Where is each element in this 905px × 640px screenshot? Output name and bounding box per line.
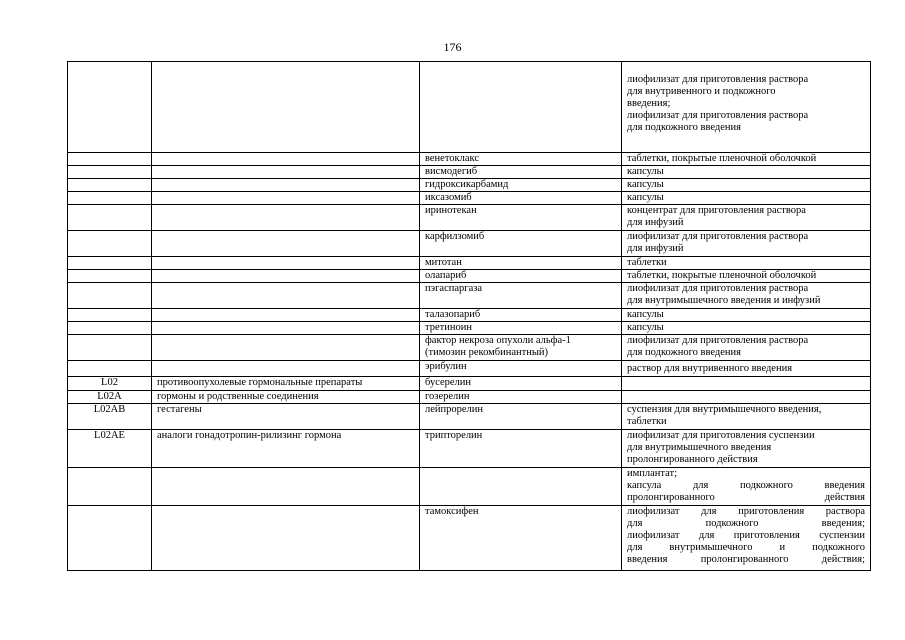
drug-name-cell: тамоксифен [420, 506, 622, 571]
drug-name-cell: гозерелин [420, 391, 622, 404]
page-number: 176 [443, 40, 462, 54]
table-row [68, 468, 871, 506]
atc-code-cell [68, 468, 152, 506]
table-row [68, 377, 871, 391]
table-row [68, 153, 871, 166]
dosage-form-cell: лиофилизат для приготовления суспензии для внутримышечного введения пролонгированного действия [622, 430, 871, 468]
table-row [68, 283, 871, 309]
dosage-form-cell: капсулы [622, 179, 871, 192]
drug-name-cell: трипторелин [420, 430, 622, 468]
atc-code-cell [68, 205, 152, 231]
group-name-cell [152, 62, 420, 153]
atc-code-cell [68, 506, 152, 571]
atc-code-cell [68, 179, 152, 192]
table-row [68, 231, 871, 257]
drug-name-cell [420, 62, 622, 153]
group-name-cell [152, 335, 420, 361]
dosage-form-cell: лиофилизат для приготовления раствора для подкожного введения; лиофилизат для приготовления суспензии для внутримышечного и подкожного введения пролонгированного действия; [622, 506, 871, 571]
drug-name-cell [420, 468, 622, 506]
atc-code-cell: L02 [68, 377, 152, 391]
drug-name-cell: венетоклакс [420, 153, 622, 166]
atc-code-cell [68, 361, 152, 377]
atc-code-cell [68, 322, 152, 335]
atc-code-cell: L02A [68, 391, 152, 404]
dosage-form-cell: капсулы [622, 309, 871, 322]
drug-name-cell: фактор некроза опухоли альфа-1 (тимозин рекомбинантный) [420, 335, 622, 361]
dosage-form-cell: капсулы [622, 192, 871, 205]
group-name-cell [152, 231, 420, 257]
drug-name-cell: иксазомиб [420, 192, 622, 205]
dosage-form-cell: капсулы [622, 322, 871, 335]
drug-name-cell: талазопариб [420, 309, 622, 322]
group-name-cell: аналоги гонадотропин-рилизинг гормона [152, 430, 420, 468]
atc-code-cell: L02AB [68, 404, 152, 430]
dosage-form-cell: лиофилизат для приготовления раствора для внутривенного и подкожного введения; лиофилизат для приготовления раствора для подкожного введения [622, 62, 871, 153]
atc-code-cell [68, 166, 152, 179]
group-name-cell [152, 153, 420, 166]
dosage-form-cell: концентрат для приготовления раствора для инфузий [622, 205, 871, 231]
dosage-form-cell [622, 391, 871, 404]
group-name-cell [152, 283, 420, 309]
atc-code-cell [68, 192, 152, 205]
table-row [68, 270, 871, 283]
drug-name-cell: карфилзомиб [420, 231, 622, 257]
table-row [68, 205, 871, 231]
dosage-form-cell: суспензия для внутримышечного введения, таблетки [622, 404, 871, 430]
group-name-cell [152, 205, 420, 231]
table-row [68, 391, 871, 404]
dosage-form-cell: лиофилизат для приготовления раствора для инфузий [622, 231, 871, 257]
atc-code-cell: L02AE [68, 430, 152, 468]
dosage-form-cell: имплантат; капсула для подкожного введения пролонгированного действия [622, 468, 871, 506]
table-row [68, 166, 871, 179]
drug-table [67, 61, 871, 571]
drug-name-cell: третиноин [420, 322, 622, 335]
group-name-cell [152, 270, 420, 283]
atc-code-cell [68, 309, 152, 322]
table-row [68, 361, 871, 377]
group-name-cell [152, 166, 420, 179]
table-row [68, 62, 871, 153]
group-name-cell: гормоны и родственные соединения [152, 391, 420, 404]
table-row [68, 404, 871, 430]
atc-code-cell [68, 231, 152, 257]
atc-code-cell [68, 257, 152, 270]
table-row [68, 322, 871, 335]
table-row [68, 309, 871, 322]
group-name-cell [152, 192, 420, 205]
dosage-form-cell: лиофилизат для приготовления раствора для внутримышечного введения и инфузий [622, 283, 871, 309]
drug-name-cell: висмодегиб [420, 166, 622, 179]
group-name-cell [152, 506, 420, 571]
atc-code-cell [68, 283, 152, 309]
table-row [68, 257, 871, 270]
dosage-form-cell [622, 377, 871, 391]
table-row [68, 430, 871, 468]
group-name-cell [152, 361, 420, 377]
atc-code-cell [68, 335, 152, 361]
table-row [68, 179, 871, 192]
drug-name-cell: иринотекан [420, 205, 622, 231]
group-name-cell: противоопухолевые гормональные препараты [152, 377, 420, 391]
dosage-form-cell: таблетки, покрытые пленочной оболочкой [622, 270, 871, 283]
drug-name-cell: гидроксикарбамид [420, 179, 622, 192]
table-row [68, 506, 871, 571]
drug-name-cell: лейпрорелин [420, 404, 622, 430]
group-name-cell [152, 468, 420, 506]
table-row [68, 192, 871, 205]
dosage-form-cell: лиофилизат для приготовления раствора для подкожного введения [622, 335, 871, 361]
dosage-form-cell: капсулы [622, 166, 871, 179]
atc-code-cell [68, 270, 152, 283]
drug-name-cell: митотан [420, 257, 622, 270]
group-name-cell: гестагены [152, 404, 420, 430]
drug-name-cell: бусерелин [420, 377, 622, 391]
drug-name-cell: олапариб [420, 270, 622, 283]
drug-name-cell: эрибулин [420, 361, 622, 377]
dosage-form-cell: таблетки [622, 257, 871, 270]
table-row [68, 335, 871, 361]
drug-name-cell: пэгаспаргаза [420, 283, 622, 309]
group-name-cell [152, 257, 420, 270]
atc-code-cell [68, 62, 152, 153]
group-name-cell [152, 309, 420, 322]
group-name-cell [152, 179, 420, 192]
atc-code-cell [68, 153, 152, 166]
dosage-form-cell: раствор для внутривенного введения [622, 361, 871, 377]
group-name-cell [152, 322, 420, 335]
dosage-form-cell: таблетки, покрытые пленочной оболочкой [622, 153, 871, 166]
